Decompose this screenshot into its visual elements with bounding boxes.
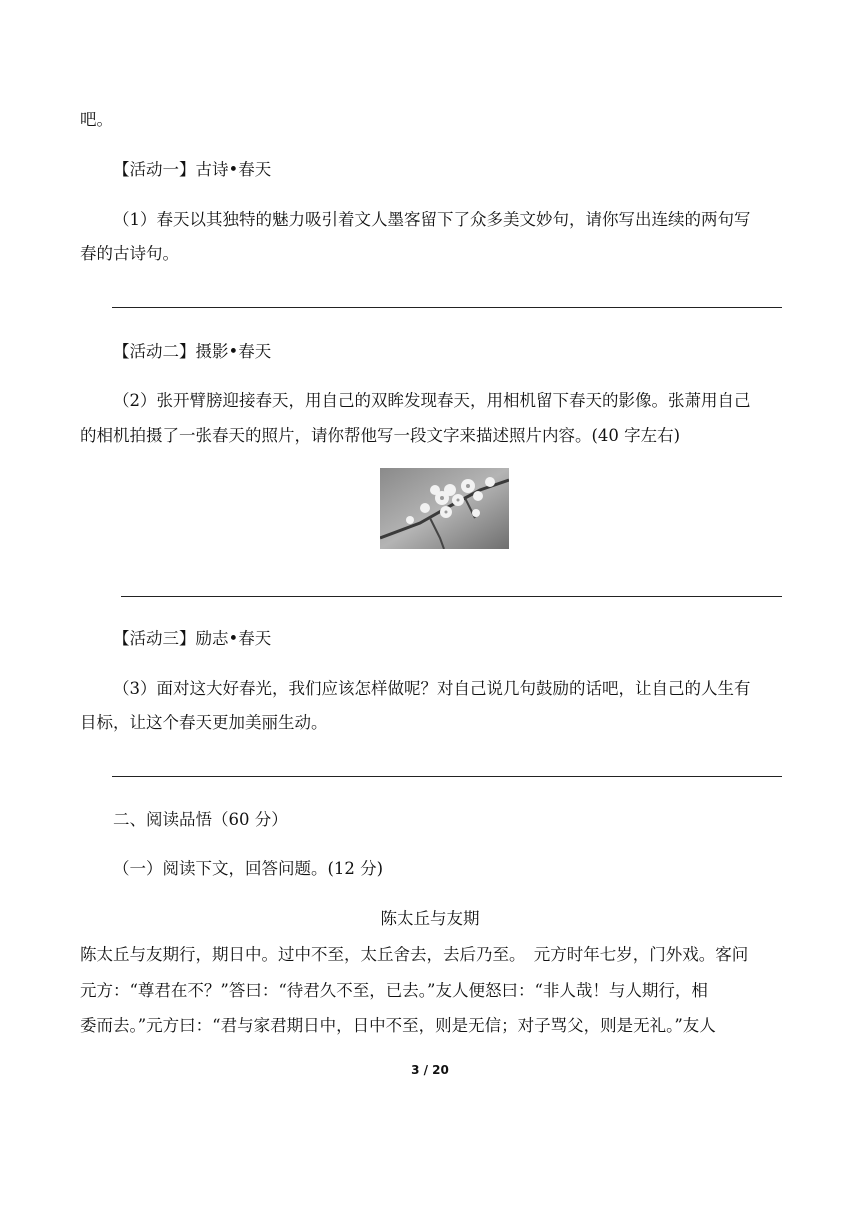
question-one-line-1: （1）春天以其独特的魅力吸引着文人墨客留下了众多美文妙句，请你写出连续的两句写 <box>113 210 751 229</box>
passage-line-2: 元方：“尊君在不？”答曰：“待君久不至，已去。”友人便怒曰：“非人哉！与人期行，相 <box>80 981 708 1000</box>
activity-two-title: 【活动二】摄影•春天 <box>113 342 272 361</box>
passage-line-3: 委而去。”元方曰：“君与家君期日中，日中不至，则是无信；对子骂父，则是无礼。”友人 <box>80 1016 716 1035</box>
passage-title: 陈太丘与友期 <box>380 909 480 928</box>
question-three-line-1: （3）面对这大好春光，我们应该怎样做呢？对自己说几句鼓励的话吧，让自己的人生有 <box>113 679 751 698</box>
question-three-line-2: 目标，让这个春天更加美丽生动。 <box>80 713 328 732</box>
passage-line-1: 陈太丘与友期行，期日中。过中不至，太丘舍去，去后乃至。 元方时年七岁，门外戏。客问 <box>80 945 749 964</box>
spring-blossom-photo <box>380 468 509 549</box>
answer-line-3 <box>112 776 782 777</box>
activity-three-title: 【活动三】励志•春天 <box>113 629 272 648</box>
section-two-title: 二、阅读品悟（60 分） <box>113 810 288 829</box>
page-number: 3 / 20 <box>411 1063 449 1077</box>
question-two-line-2: 的相机拍摄了一张春天的照片，请你帮他写一段文字来描述照片内容。(40 字左右) <box>80 426 681 445</box>
question-two-line-1: （2）张开臂膀迎接春天，用自己的双眸发现春天，用相机留下春天的影像。张萧用自己 <box>113 391 751 410</box>
question-one-line-2: 春的古诗句。 <box>80 244 179 263</box>
activity-one-title: 【活动一】古诗•春天 <box>113 160 272 179</box>
previous-paragraph-tail: 吧。 <box>80 110 113 129</box>
answer-line-2 <box>121 596 782 597</box>
part-one-title: （一）阅读下文，回答问题。(12 分) <box>113 859 384 878</box>
answer-line-1 <box>112 307 782 308</box>
